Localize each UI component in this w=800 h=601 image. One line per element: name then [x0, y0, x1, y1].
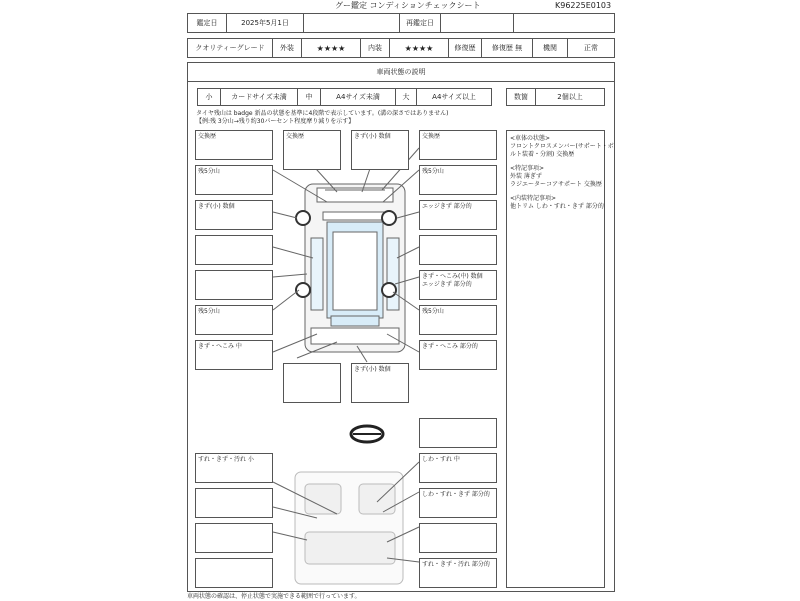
- exterior-label: 外装: [272, 38, 302, 58]
- box-right-middle: [419, 235, 497, 265]
- box-front-left-tire: 残5分山: [195, 165, 273, 195]
- repair-history-label: 修復歴: [448, 38, 482, 58]
- reappraisal-date-label: 再鑑定日: [399, 13, 441, 33]
- box-interior-dash: [419, 418, 497, 448]
- box-interior-right-rear: [419, 523, 497, 553]
- remarks-special-title: <特記事項>: [510, 165, 545, 172]
- engine-value: 正常: [567, 38, 615, 58]
- tire-note-line2: 【例:残 3分山→残り約30パーセント程度摩り減りを示す】: [196, 118, 355, 125]
- box-rear-left-panel: きず・へこみ 中: [195, 340, 273, 370]
- box-front-left-panel: 交換歴: [195, 130, 273, 160]
- appraisal-date-label: 鑑定日: [187, 13, 227, 33]
- remarks-panel: [506, 130, 614, 588]
- size-small-desc: カードサイズ未満: [220, 88, 298, 106]
- box-interior-left-seat: [195, 488, 273, 518]
- box-hood-right: きず(小) 数個: [351, 130, 409, 170]
- reappraisal-blank: [513, 13, 615, 33]
- box-interior-right-seat: しわ・すれ・きず 部分的: [419, 488, 497, 518]
- exterior-stars: ★★★★: [301, 38, 361, 58]
- appraisal-date-value: 2025年5月1日: [226, 13, 304, 33]
- engine-label: 機関: [532, 38, 568, 58]
- size-large: 大: [395, 88, 417, 106]
- box-hood-left: 交換歴: [283, 130, 341, 170]
- box-left-middle-2: [195, 270, 273, 300]
- size-medium: 中: [297, 88, 321, 106]
- box-interior-trunk: すれ・きず・汚れ 部分的: [419, 558, 497, 588]
- box-front-right-panel: 交換歴: [419, 130, 497, 160]
- remarks-body-title: <車体の状態>: [510, 135, 551, 142]
- box-rear-right-door: きず・へこみ(中) 数個 エッジきず 部分的: [419, 270, 497, 300]
- count-value: 2個以上: [535, 88, 605, 106]
- quality-grade-label: クオリティーグレード: [187, 38, 273, 58]
- remarks-interior-title: <内装特記事項>: [510, 195, 557, 202]
- box-rear-right-tire: 残5分山: [419, 305, 497, 335]
- box-rear-bumper: きず(小) 数個: [351, 363, 409, 403]
- box-interior-left-back: [195, 558, 273, 588]
- repair-history-value: 修復歴 無: [481, 38, 533, 58]
- interior-stars: ★★★★: [389, 38, 449, 58]
- remarks-special-text2: ラジエーターコアサポート 交換歴: [510, 181, 602, 188]
- remarks-body-text1: フロントクロスメンバー(サポート・ボ: [510, 143, 614, 150]
- footer-note: 車両状態の確認は、停止状態で実施できる範囲で行っています。: [187, 593, 361, 600]
- remarks-interior-text: 他トリム しわ・すれ・きず 部分的: [510, 203, 604, 210]
- remarks-special-text1: 外装 薄ぎず: [510, 173, 542, 180]
- box-interior-right-front: しわ・すれ 中: [419, 453, 497, 483]
- reappraisal-date-value: [440, 13, 514, 33]
- box-left-middle-1: [195, 235, 273, 265]
- size-small: 小: [197, 88, 221, 106]
- box-rear-right-panel: きず・へこみ 部分的: [419, 340, 497, 370]
- box-rear-left-tire: 残5分山: [195, 305, 273, 335]
- box-front-right-door: エッジきず 部分的: [419, 200, 497, 230]
- size-large-desc: A4サイズ以上: [416, 88, 492, 106]
- sheet-code: K96225E0103: [555, 1, 612, 10]
- box-front-right-tire: 残5分山: [419, 165, 497, 195]
- box-rear-left-bumper: [283, 363, 341, 403]
- section-title: 車両状態の説明: [187, 62, 615, 82]
- box-interior-left-rear: [195, 523, 273, 553]
- appraisal-blank: [303, 13, 400, 33]
- box-interior-left-front: すれ・きず・汚れ 小: [195, 453, 273, 483]
- box-front-left-door: きず(小) 数個: [195, 200, 273, 230]
- tire-note-line1: タイヤ残山は badge 新品の状態を基準に4段階で表示しています。(溝の深さではありません): [196, 110, 449, 117]
- remarks-body-text2: ルト装着・分割) 交換歴: [510, 151, 575, 158]
- interior-label: 内装: [360, 38, 390, 58]
- size-medium-desc: A4サイズ未満: [320, 88, 396, 106]
- sheet-title: グー鑑定 コンディションチェックシート: [335, 1, 481, 10]
- count-label: 数箇: [506, 88, 536, 106]
